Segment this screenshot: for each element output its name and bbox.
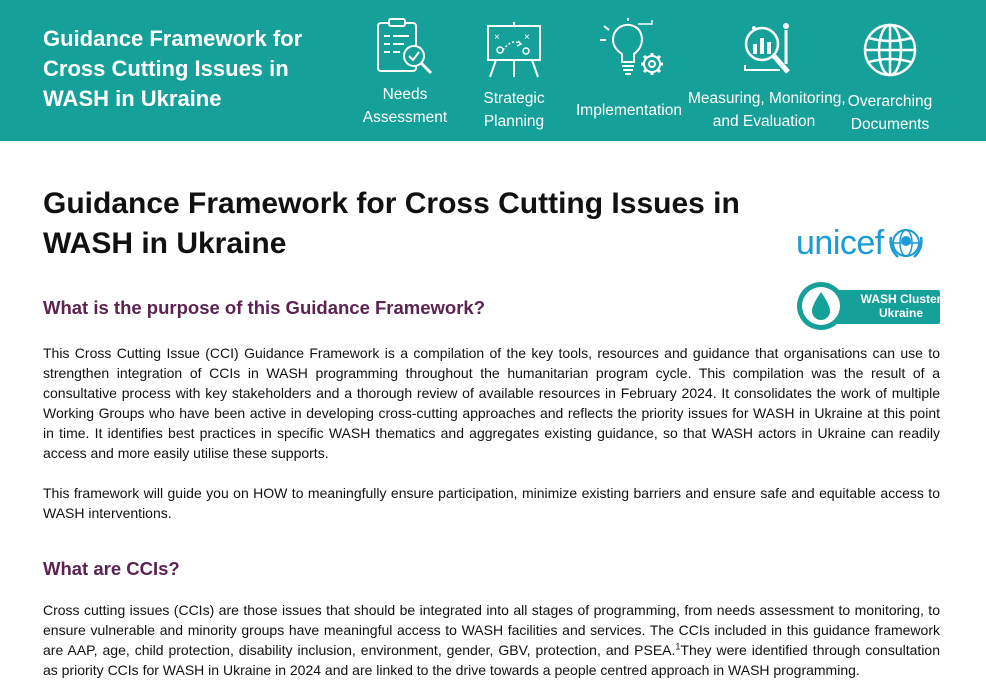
page-title-line2: WASH in Ukraine xyxy=(43,227,287,260)
wash-cluster-line2: Ukraine xyxy=(878,306,924,320)
nav-strategic-planning[interactable] xyxy=(472,0,556,141)
strategy-board-icon xyxy=(486,22,542,78)
wash-cluster-logo xyxy=(796,281,940,331)
unicef-logo xyxy=(796,222,942,264)
wash-cluster-text xyxy=(846,292,956,320)
nav-label-line1: Measuring, Monitoring, xyxy=(688,90,846,107)
cci-text-before: Cross cutting issues (CCIs) are those issues that should be integrated into all stages of programming, from needs assessment to monitoring, to ensure vulnerable and minority groups have meaningful access to WASH facilities and services. The CCIs included in this guidance framework are AAP, age, child protection, disability inclusion, environment, gender, GBV, protection, and PSEA. xyxy=(43,602,940,658)
footnote-marker[interactable]: 1 xyxy=(675,641,681,652)
unicef-emblem-icon xyxy=(886,223,926,263)
svg-text:×: × xyxy=(494,32,500,43)
nav-label-line1: Implementation xyxy=(576,102,682,119)
header-title: Guidance Framework for Cross Cutting Issues in WASH in Ukraine xyxy=(43,26,303,111)
magnifier-chart-icon xyxy=(740,20,798,80)
nav-label-line2: Planning xyxy=(483,113,545,130)
nav-measuring-monitoring-evaluation[interactable] xyxy=(688,0,846,141)
header-banner xyxy=(0,0,986,141)
svg-text:×: × xyxy=(524,32,530,43)
unicef-wordmark: unicef xyxy=(796,224,884,262)
nav-label-line2: Assessment xyxy=(362,109,448,126)
purpose-heading: What is the purpose of this Guidance Framework? xyxy=(43,297,486,318)
nav-label-line2: and Evaluation xyxy=(712,113,816,130)
nav-label-line1: Overarching xyxy=(847,93,933,110)
checklist-icon xyxy=(374,18,436,76)
purpose-paragraph-2: This framework will guide you on HOW to meaningfully ensure participation, minimize existing barriers and ensure safe and equitable access to WASH interventions. xyxy=(43,485,940,521)
nav-label-line1: Strategic xyxy=(483,90,545,107)
nav-label-line2: Documents xyxy=(850,116,930,133)
water-drop-icon xyxy=(796,281,846,331)
wash-cluster-line1: WASH Cluster xyxy=(860,292,942,306)
cci-heading: What are CCIs? xyxy=(43,558,180,579)
nav-overarching-documents[interactable] xyxy=(846,0,934,141)
globe-icon xyxy=(862,22,918,78)
lightbulb-gear-icon xyxy=(592,18,670,84)
cci-text-after: They were identified through consultation as priority CCIs for WASH in Ukraine in 2024 and are linked to the drive towards a people centred approach in WASH programming. xyxy=(43,642,940,678)
nav-needs-assessment[interactable] xyxy=(360,0,450,141)
page-title xyxy=(43,184,763,264)
nav-label-line1: Needs xyxy=(382,86,428,103)
page-title-line1: Guidance Framework for Cross Cutting Issues in xyxy=(43,187,740,220)
cci-paragraph xyxy=(43,600,940,680)
purpose-paragraph-1: This Cross Cutting Issue (CCI) Guidance Framework is a compilation of the key tools, resources and guidance that organisations can use to strengthen integration of CCIs in WASH programming throughout the humanitarian program cycle. This compilation was the result of a consultative process with key stakeholders and a thorough review of available resources in February 2024. It consolidates the work of multiple Working Groups who have been active in developing cross-cutting approaches and reflects the priority issues for WASH in Ukraine at this point in time. It identifies best practices in specific WASH thematics and aggregates existing guidance, so that WASH actors in Ukraine can readily access and more easily utilise these supports. xyxy=(43,345,940,461)
nav-implementation[interactable] xyxy=(574,0,684,141)
